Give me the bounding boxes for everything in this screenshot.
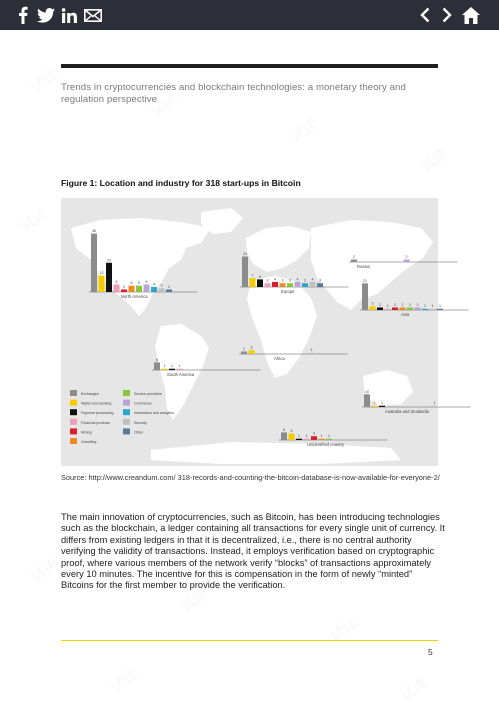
region-label: North America [121, 294, 148, 299]
bar-value-label: 3 [371, 301, 374, 306]
figure-caption: Figure 1: Location and industry for 318 start-ups in Bitcoin [61, 178, 301, 188]
bar [106, 263, 112, 292]
continents [71, 208, 433, 464]
legend-label: Security [134, 420, 147, 425]
watermark-text: 试读 [177, 585, 211, 615]
bar-value-label: 6 [259, 274, 261, 279]
page-number: 5 [428, 647, 433, 657]
bar [99, 275, 105, 292]
next-icon[interactable] [440, 5, 454, 25]
legend-label: Exchanges [81, 392, 99, 396]
bar-value-label: 13 [99, 270, 104, 275]
bar-value-label: 3 [250, 345, 253, 350]
europe-landmass [246, 226, 311, 272]
bar [154, 362, 160, 370]
bar [91, 234, 97, 292]
bar [364, 394, 370, 407]
bar [295, 282, 301, 287]
bar [317, 283, 323, 287]
bar-value-label: 3 [304, 278, 306, 283]
bar [166, 289, 172, 292]
document-title: Trends in cryptocurrencies and blockchain technologies: a monetary theory and regulation perspective [61, 82, 406, 105]
legend-swatch [70, 428, 77, 434]
bar-value-label: 23 [107, 258, 111, 263]
bar-value-label: 3 [281, 278, 284, 283]
bar-value-label: 1 [381, 401, 383, 406]
bar-value-label: 46 [92, 229, 96, 234]
bar [281, 432, 287, 440]
bar-value-label: 3 [266, 278, 269, 283]
bar-value-label: 2 [405, 254, 408, 259]
legend-swatch [70, 438, 77, 444]
bar-value-label: 1 [298, 434, 300, 439]
bar-value-label: 6 [115, 279, 118, 284]
bar [302, 283, 308, 287]
bar-value-label: 4 [153, 282, 155, 287]
watermark-text: 试读 [397, 675, 431, 705]
bar [309, 353, 315, 354]
bar [250, 278, 256, 287]
bar [351, 259, 357, 262]
bar [392, 307, 398, 310]
bar-value-label: 2 [123, 284, 125, 289]
legend-swatch [70, 409, 77, 415]
bar-value-label: 1 [433, 401, 436, 406]
bar-value-label: 1 [424, 304, 426, 309]
watermark-text: 试读 [27, 555, 61, 585]
legend-swatch [123, 409, 130, 415]
bar [311, 436, 317, 440]
antarctica-landmass [151, 442, 401, 464]
region-label: Europe [281, 289, 295, 294]
bar [319, 439, 325, 440]
body-paragraph: The main innovation of cryptocurrencies, such as Bitcoin, has been introducing technologies such as the blockchain, a ledger containing all transactions for every single unit of currency. It differs from existing ledgers in that it is decentralized, i.e., there is no central authority verifying the validity of transactions. Instead, it employs verification based on cryptographic proof, where various members of the network verify “blocks” of transactions approximately every 10 minutes. The incentive for this is compensation in the form of newly “minted” Bitcoins for the first member to provide the verification. [61, 512, 445, 591]
bar [144, 284, 150, 292]
region-label: Africa [274, 356, 285, 361]
bar-value-label: 1 [320, 434, 323, 439]
bar-value-label: 7 [251, 273, 254, 278]
linkedin-icon[interactable] [61, 5, 77, 25]
region-label: Australia and Zealandia [385, 409, 429, 414]
bar-value-label: 2 [168, 284, 170, 289]
watermark-text: 试读 [27, 65, 61, 95]
legend-label: Financial products [81, 420, 111, 425]
bar [385, 309, 391, 310]
bar [404, 259, 410, 262]
bar [151, 287, 157, 292]
bar-value-label: 1 [431, 304, 434, 309]
bar-value-label: 2 [243, 346, 245, 351]
bar [432, 406, 438, 407]
bar-value-label: 1 [171, 364, 173, 369]
bar [415, 307, 421, 310]
bar-value-label: 21 [363, 278, 367, 283]
bar-value-label: 6 [145, 279, 148, 284]
prev-icon[interactable] [418, 5, 432, 25]
bar-value-label: 2 [353, 254, 355, 259]
legend-label: Service providers [134, 392, 162, 396]
legend-label: Other [134, 430, 143, 435]
bar [304, 439, 310, 440]
legend-swatch [70, 390, 77, 396]
bar [370, 306, 376, 310]
bar [437, 309, 443, 310]
region-label: Russia [357, 264, 370, 269]
bar-value-label: 3 [289, 278, 291, 283]
bar-value-label: 5 [290, 429, 293, 434]
bar-value-label: 1 [328, 434, 330, 439]
map-svg [61, 198, 441, 466]
bar [407, 307, 413, 310]
chart-legend [70, 390, 174, 444]
bar-value-label: 6 [283, 427, 285, 432]
region-label: Unidentified country [307, 442, 345, 447]
watermark-text: 试读 [287, 115, 321, 145]
bar-value-label: 3 [160, 283, 163, 288]
watermark-text: 试读 [327, 615, 361, 645]
region-label: South America [167, 372, 195, 377]
legend-label: Payment processing [81, 411, 114, 416]
bar [400, 307, 406, 310]
bar [422, 309, 428, 310]
facebook-icon[interactable] [16, 5, 30, 25]
bar [249, 350, 255, 354]
bar-value-label: 5 [130, 281, 133, 286]
bar-value-label: 1 [439, 304, 441, 309]
bar-value-label: 5 [138, 281, 140, 286]
legend-swatch [123, 400, 130, 406]
watermark-text: 试读 [107, 665, 141, 695]
bar [362, 283, 368, 310]
header-rule [61, 64, 438, 68]
bar [159, 288, 165, 292]
bar [121, 289, 127, 292]
bar-value-label: 10 [365, 389, 369, 394]
bar-value-label: 1 [373, 401, 376, 406]
legend-label: Information and analytics [134, 411, 174, 416]
bar [169, 369, 175, 370]
bar-value-label: 1 [386, 304, 389, 309]
region-label: Asia [401, 312, 410, 317]
mail-icon[interactable] [84, 5, 102, 25]
bar-value-label: 2 [416, 302, 419, 307]
bar [287, 283, 293, 287]
watermark-text: 试读 [147, 90, 181, 120]
bar-value-label: 1 [178, 364, 181, 369]
bar [129, 286, 135, 292]
bar-value-label: 1 [305, 434, 308, 439]
bar [257, 279, 263, 287]
bar-value-label: 2 [379, 302, 381, 307]
legend-label: Mining [81, 430, 92, 435]
bar [289, 434, 295, 440]
bar [177, 369, 183, 370]
legend-label: Gambling [81, 440, 97, 444]
bar [430, 309, 436, 310]
bar-value-label: 1 [310, 348, 313, 353]
asia-landmass [311, 220, 433, 310]
bar-value-label: 6 [156, 357, 158, 362]
bar [242, 257, 248, 287]
bar [241, 351, 247, 354]
footer-rule [61, 640, 438, 641]
bar [265, 283, 271, 287]
bar [296, 439, 302, 440]
australia-landmass [363, 370, 413, 406]
legend-swatch [123, 428, 130, 434]
bar [280, 283, 286, 287]
legend-label: Wallet and banking [81, 401, 112, 406]
bar-value-label: 4 [296, 277, 299, 282]
bar [162, 369, 168, 370]
bar-value-label: 4 [311, 277, 314, 282]
bar-value-label: 2 [401, 302, 404, 307]
bar-value-label: 24 [243, 252, 247, 257]
bar [114, 284, 120, 292]
figure-source: Source: http://www.creandum.com/ 318-records-and-counting-the-bitcoin-database-is-now-available-for-everyone-2/ [61, 473, 440, 482]
top-toolbar [0, 0, 499, 30]
bar-value-label: 1 [163, 364, 166, 369]
bar-value-label: 2 [394, 302, 396, 307]
legend-swatch [70, 400, 77, 406]
watermark-text: 试读 [417, 145, 451, 175]
bar [310, 282, 316, 287]
bar [136, 286, 142, 292]
watermark-text: 试读 [17, 205, 51, 235]
world-map-chart [61, 198, 441, 466]
bar-value-label: 4 [274, 277, 276, 282]
bar-value-label: 3 [313, 431, 315, 436]
legend-swatch [123, 419, 130, 425]
bar [377, 307, 383, 310]
bar [372, 406, 378, 407]
legend-label: Commerce [134, 401, 152, 406]
legend-swatch [123, 390, 130, 396]
bar-value-label: 2 [409, 302, 411, 307]
bar [379, 406, 385, 407]
bar-value-label: 3 [319, 278, 321, 283]
twitter-icon[interactable] [37, 5, 55, 25]
legend-swatch [70, 419, 77, 425]
bar [326, 439, 332, 440]
bar [272, 282, 278, 287]
home-icon[interactable] [461, 5, 481, 25]
